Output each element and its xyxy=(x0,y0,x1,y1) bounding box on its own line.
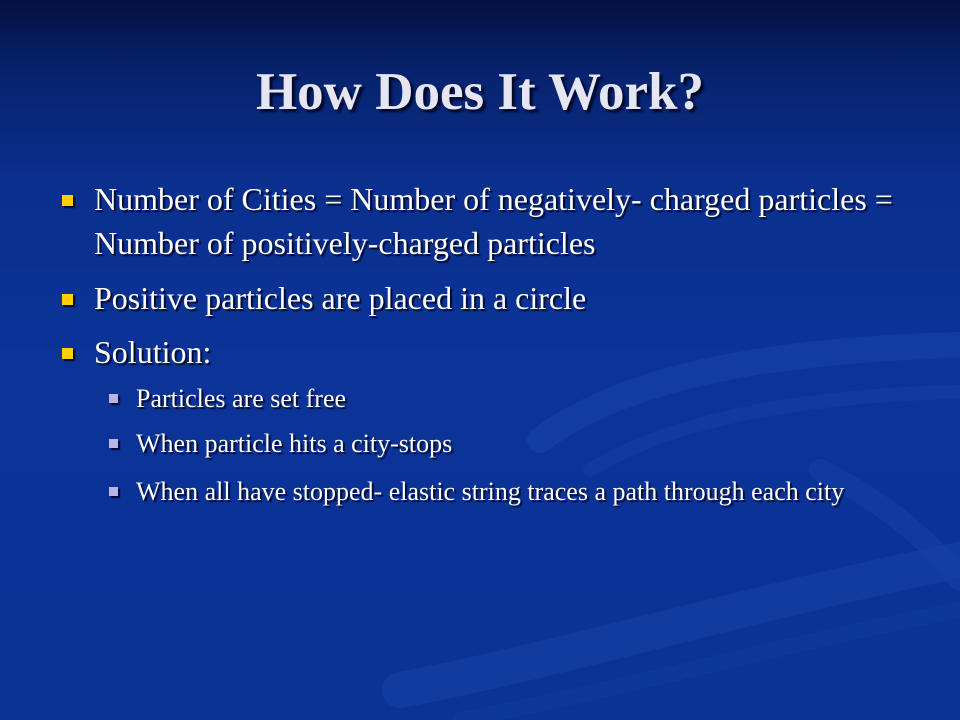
small-square-bullet-icon xyxy=(109,487,118,496)
sub-bullet-text: When all have stopped- elastic string traces a path through each city xyxy=(136,477,845,506)
bullet-text: Positive particles are placed in a circle xyxy=(94,280,587,316)
sub-bullet-text: When particle hits a city-stops xyxy=(136,429,453,458)
slide-title: How Does It Work? xyxy=(255,63,705,121)
sub-bullet-text: Particles are set free xyxy=(136,384,347,413)
bullet-item xyxy=(94,330,914,374)
square-bullet-icon xyxy=(62,294,73,305)
bullet-text: Number of Cities = Number of negatively- charged particles = Number of positively-charged particles xyxy=(94,181,893,261)
square-bullet-icon xyxy=(62,348,73,359)
small-square-bullet-icon xyxy=(109,439,118,448)
sub-bullet-item xyxy=(136,381,896,417)
bullet-text: Solution: xyxy=(94,334,212,370)
small-square-bullet-icon xyxy=(109,394,118,403)
sub-bullet-item xyxy=(136,426,896,462)
bullet-item xyxy=(94,276,914,320)
square-bullet-icon xyxy=(62,195,73,206)
sub-bullet-item xyxy=(136,474,896,510)
bullet-item xyxy=(94,177,914,265)
